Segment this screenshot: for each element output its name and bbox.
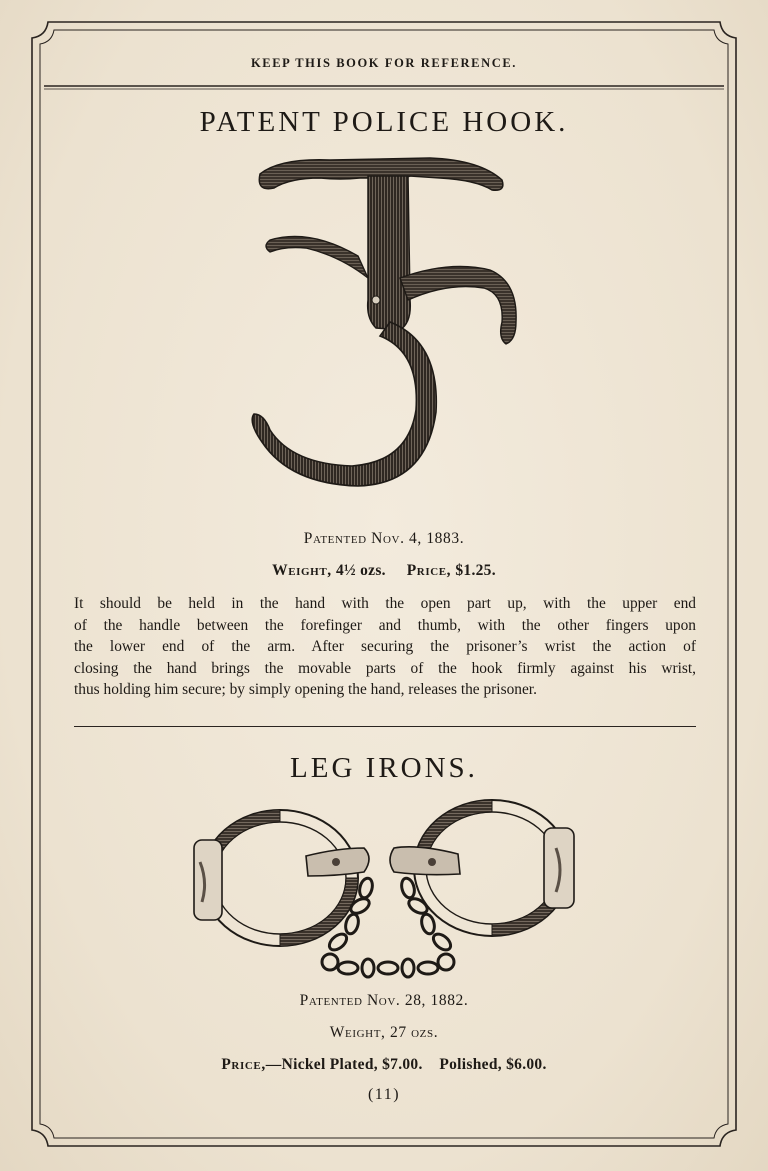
leg-irons-weight: Weight, 27 ozs. (329, 1024, 439, 1041)
description-line: the lower end of the arm. After securing the prisoner’s wrist the action of (74, 638, 696, 656)
police-hook-description (74, 593, 696, 701)
description-line: It should be held in the hand with the open part up, with the upper end (74, 595, 696, 612)
leg-irons-patent: Patented Nov. 28, 1882. (299, 992, 469, 1009)
weight-value: 4½ ozs. (335, 562, 386, 579)
leg-irons-illustration (188, 792, 584, 986)
leg-irons-title: LEG IRONS. (290, 752, 478, 784)
police-hook-illustration (240, 152, 530, 512)
weight-label: Weight, (272, 562, 332, 579)
price-label: Price, (406, 562, 452, 579)
price-polished: Polished, $6.00. (439, 1056, 547, 1073)
police-hook-patent: Patented Nov. 4, 1883. (303, 530, 465, 547)
header-text: KEEP THIS BOOK FOR REFERENCE. (250, 56, 517, 70)
price-value: $1.25. (455, 562, 496, 579)
police-hook-title: PATENT POLICE HOOK. (199, 106, 569, 138)
police-hook-weight-price (0, 562, 768, 580)
section-divider (74, 726, 696, 727)
description-line: thus holding him secure; by simply opening the hand, releases the prisoner. (74, 681, 537, 699)
description-line: of the handle between the forefinger and thumb, with the other fingers upon (74, 616, 696, 634)
leg-irons-price (0, 1056, 768, 1074)
page-number: (11) (367, 1086, 401, 1103)
price-label: Price, (221, 1056, 266, 1073)
description-line: closing the hand brings the movable parts of the hook firmly against his wrist, (74, 659, 696, 677)
price-nickel-plated: —Nickel Plated, $7.00. (265, 1056, 423, 1073)
